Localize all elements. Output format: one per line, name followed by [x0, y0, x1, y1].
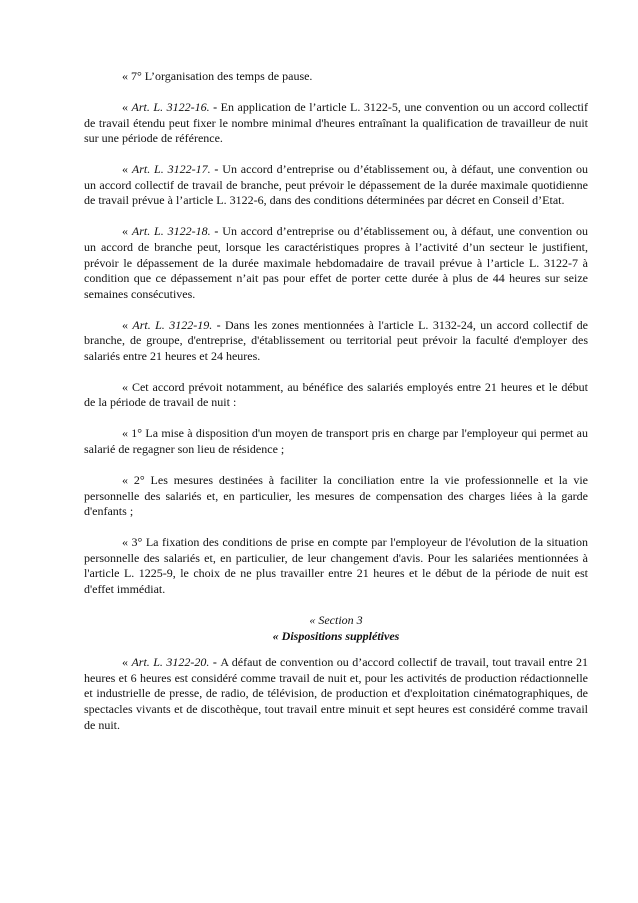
paragraph-text: « 3° La fixation des conditions de prise en compte par l'employeur de l'évolution de la situation personnelle des salariés et, en particulier, de leur changement d'avis. Pour les salariées mentionnées à l'article L. 1225-9, le choix de ne plus travailler entre 21 heures et le début de la période de nuit est d'effet immédiat. — [84, 535, 588, 596]
article-text: Un accord d’entreprise ou d’établissement ou, à défaut, une convention ou un accord de branche peut, lorsque les caractéristiques propres à l’activité d’un secteur le justifient, prévoir le dépassement de la durée maximale hebdomadaire de travail prévue à l’article L. 3122-7 à condition que ce dépassement n’ait pas pour effet de porter cette durée à plus de 44 heures sur seize semaines consécutives. — [84, 224, 589, 301]
paragraph-item-7 — [84, 69, 588, 85]
article-text: Dans les zones mentionnées à l'article L. 3132-24, un accord collectif de branche, de groupe, d'entreprise, d'établissement ou territorial peut prévoir la faculté d'employer des salariés entre 21 heures et 24 heures. — [84, 317, 589, 363]
paragraph-text: « 2° Les mesures destinées à faciliter la conciliation entre la vie professionnelle et la vie personnelle des salariés et, en particulier, les mesures de compensation des charges liées à la garde d'enfants ; — [84, 473, 588, 519]
separator-dash: - — [209, 99, 221, 114]
article-reference: Art. L. 3122-18. — [131, 224, 211, 239]
quote-mark: « — [122, 224, 132, 239]
quote-mark: « — [122, 162, 132, 177]
paragraph-text: « 1° La mise à disposition d'un moyen de transport pris en charge par l'employeur qui permet au salarié de regagner son lieu de résidence ; — [84, 426, 588, 457]
article-3122-16 — [84, 100, 588, 147]
paragraph-item-2 — [84, 473, 588, 520]
article-3122-19 — [84, 318, 588, 365]
article-reference: Art. L. 3122-20. — [131, 655, 210, 670]
paragraph-text: « Cet accord prévoit notamment, au bénéfice des salariés employés entre 21 heures et le début de la période de travail de nuit : — [84, 379, 588, 410]
separator-dash: - — [209, 655, 221, 670]
separator-dash: - — [210, 162, 223, 177]
section-label: « Section 3 — [309, 612, 363, 627]
quote-mark: « — [122, 655, 132, 670]
article-3122-18 — [84, 224, 588, 302]
article-reference: Art. L. 3122-17. — [131, 162, 211, 177]
paragraph-accord — [84, 380, 588, 411]
document-page — [84, 69, 588, 749]
quote-mark: « — [122, 99, 132, 114]
article-reference: Art. L. 3122-19. — [132, 317, 213, 332]
article-text: A défaut de convention ou d’accord collectif de travail, tout travail entre 21 heures et 6 heures est considéré comme travail de nuit et, pour les activités de production rédactionnelle et industrielle de presse, de radio, de télévision, de production et d'exploitation cinématographiques, de spectacles vivants et de discothèque, tout travail entre minuit et sept heures est considéré comme travail de nuit. — [84, 655, 588, 732]
paragraph-text: « 7° L’organisation des temps de pause. — [122, 69, 313, 83]
paragraph-item-1 — [84, 426, 588, 457]
separator-dash: - — [212, 317, 225, 332]
article-3122-20 — [84, 655, 588, 733]
section-title: « Dispositions supplétives — [272, 628, 400, 643]
separator-dash: - — [210, 224, 223, 239]
article-reference: Art. L. 3122-16. — [131, 99, 210, 114]
quote-mark: « — [122, 317, 133, 332]
paragraph-item-3 — [84, 535, 588, 597]
article-text: En application de l’article L. 3122-5, une convention ou un accord collectif de travail étendu peut fixer le nombre minimal d'heures entraînant la qualification de travailleur de nuit sur une période de référence. — [84, 99, 588, 146]
article-text: Un accord d’entreprise ou d’établissement ou, à défaut, une convention ou un accord collectif de travail de branche, peut prévoir le dépassement de la durée maximale quotidienne de travail prévue à l’article L. 3122-6, dans des conditions déterminées par décret en Conseil d’Etat. — [84, 162, 589, 208]
article-3122-17 — [84, 162, 588, 209]
